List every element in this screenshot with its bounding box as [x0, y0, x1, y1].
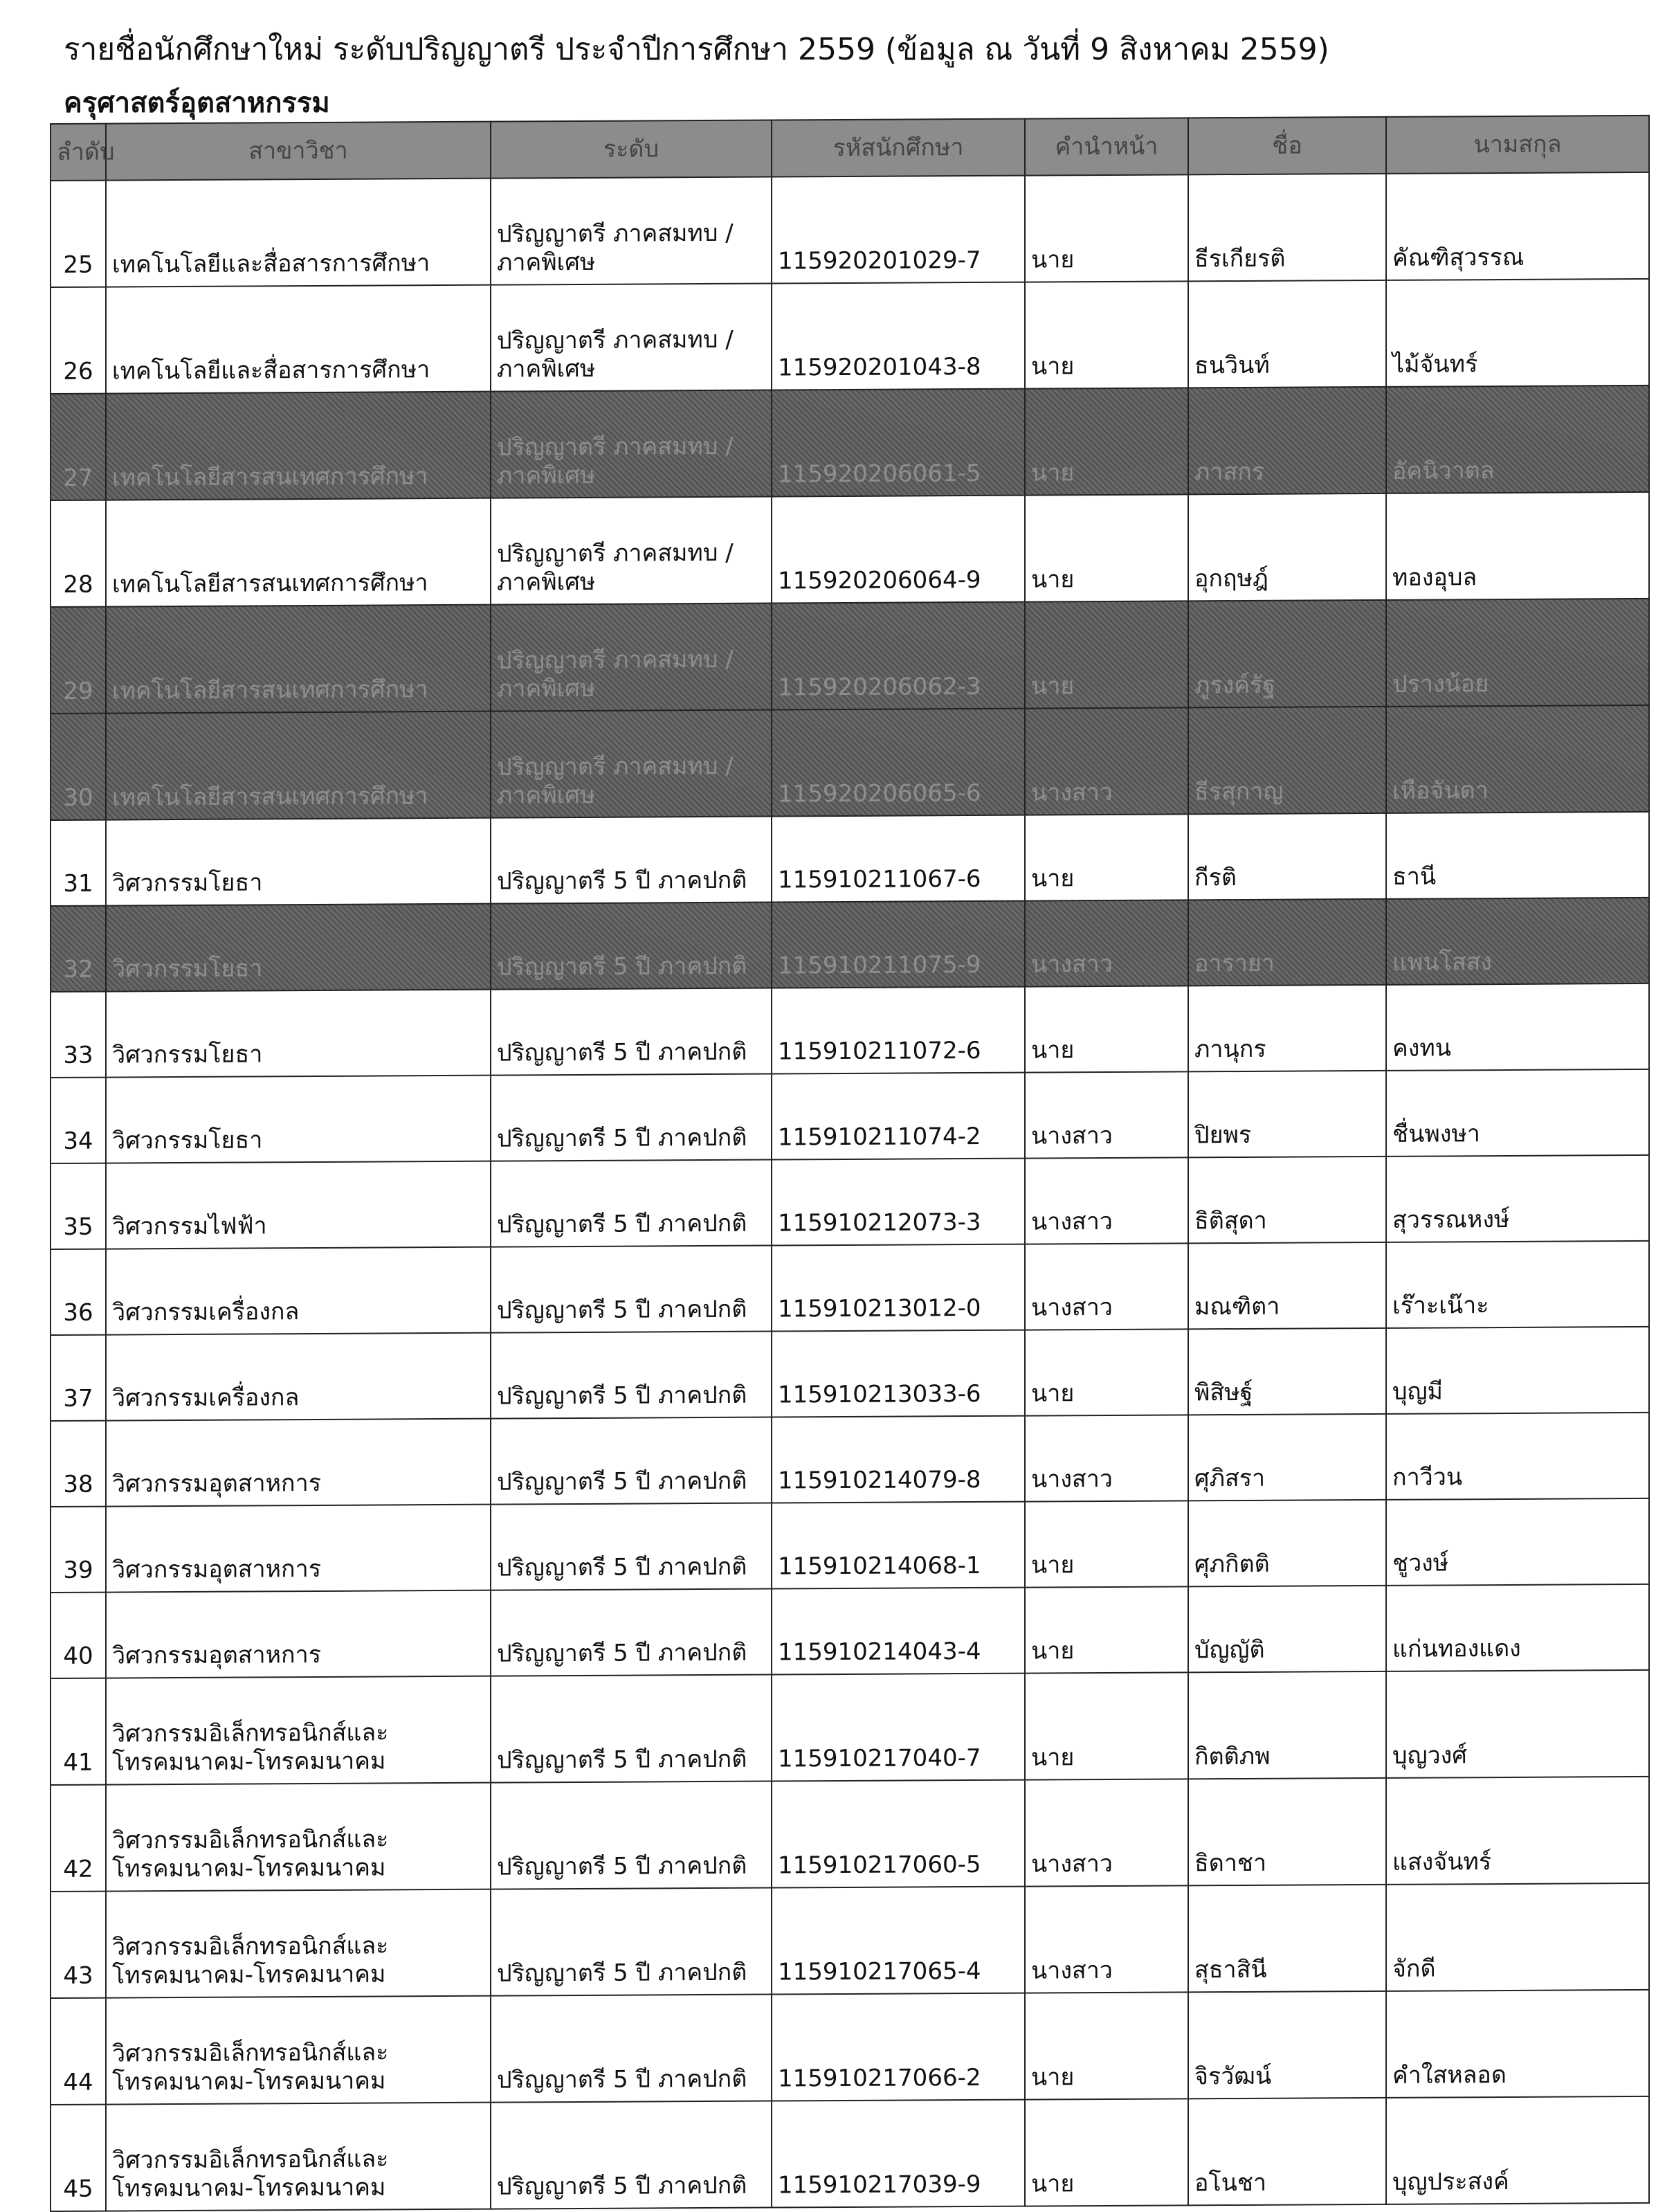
- cell-major-line: วิศวกรรมโยธา: [112, 869, 263, 898]
- cell-no: 37: [51, 1335, 106, 1421]
- cell-major: [106, 392, 491, 500]
- cell-level: [491, 1589, 772, 1676]
- cell-student-id: 115910214079-8: [772, 1416, 1025, 1503]
- cell-level-line: ภาคพิเศษ: [497, 568, 596, 597]
- cell-level-line: ปริญญาตรี 5 ปี ภาคปกติ: [497, 1552, 747, 1582]
- table-row: [51, 1155, 1649, 1249]
- cell-major: [106, 498, 491, 607]
- table-body: [51, 172, 1649, 2211]
- cell-level-line: ปริญญาตรี 5 ปี ภาคปกติ: [497, 1037, 747, 1067]
- cell-level: [491, 1782, 772, 1889]
- cell-level: [491, 284, 772, 392]
- cell-level: [491, 1332, 772, 1419]
- cell-prefix: นาย: [1025, 1672, 1188, 1779]
- cell-level-line: ปริญญาตรี ภาคสมทบ /: [497, 433, 734, 462]
- cell-no: 30: [51, 714, 106, 820]
- cell-level-line: ปริญญาตรี ภาคสมทบ /: [497, 752, 734, 782]
- cell-last-name: ปรางน้อย: [1386, 599, 1649, 707]
- cell-level-line: ภาคพิเศษ: [497, 675, 596, 703]
- cell-level-line: ปริญญาตรี 5 ปี ภาคปกติ: [497, 866, 747, 896]
- cell-student-id: 115920206062-3: [772, 602, 1025, 710]
- student-roster-table: [50, 115, 1650, 2212]
- cell-level: [491, 2101, 772, 2209]
- cell-last-name: จักดี: [1386, 1883, 1649, 1991]
- cell-major-line: วิศวกรรมอุตสาหการ: [112, 1555, 321, 1584]
- cell-level: [491, 1503, 772, 1590]
- cell-major-line: วิศวกรรมอิเล็กทรอนิกส์และ: [112, 1719, 389, 1748]
- header-prefix: คำนำหน้า: [1025, 118, 1188, 175]
- cell-level-line: ปริญญาตรี ภาคสมทบ /: [497, 326, 734, 356]
- cell-last-name: แสงจันทร์: [1386, 1777, 1649, 1885]
- table-row: [51, 1413, 1649, 1507]
- cell-level: [491, 988, 772, 1076]
- cell-major-line: วิศวกรรมอุตสาหการ: [112, 1469, 321, 1498]
- cell-level-line: ปริญญาตรี ภาคสมทบ /: [497, 539, 734, 569]
- cell-last-name: เหือจันดา: [1386, 705, 1649, 813]
- cell-student-id: 115910211072-6: [772, 987, 1025, 1074]
- cell-student-id: 115910217040-7: [772, 1674, 1025, 1782]
- table-row: [51, 599, 1649, 714]
- cell-level-line: ปริญญาตรี 5 ปี ภาคปกติ: [497, 1123, 747, 1153]
- cell-prefix: นางสาว: [1025, 1885, 1188, 1993]
- cell-last-name: กาวีวน: [1386, 1413, 1649, 1500]
- cell-level-line: ปริญญาตรี 5 ปี ภาคปกติ: [497, 1295, 747, 1325]
- cell-last-name: แพนโสสง: [1386, 898, 1649, 985]
- cell-major-line: เทคโนโลยีสารสนเทศการศึกษา: [112, 462, 428, 492]
- table-row: [51, 1883, 1649, 1998]
- cell-major: [106, 605, 491, 714]
- cell-level-line: ปริญญาตรี 5 ปี ภาคปกติ: [497, 2171, 747, 2201]
- cell-no: 28: [51, 500, 106, 607]
- cell-student-id: 115910212073-3: [772, 1159, 1025, 1246]
- cell-prefix: นางสาว: [1025, 1071, 1188, 1158]
- cell-major-line: วิศวกรรมโยธา: [112, 954, 263, 983]
- cell-no: 25: [51, 181, 106, 287]
- cell-major-line: โทรคมนาคม-โทรคมนาคม: [112, 1853, 386, 1883]
- cell-first-name: อุกฤษฎ์: [1188, 493, 1386, 601]
- cell-prefix: นางสาว: [1025, 1415, 1188, 1501]
- cell-last-name: คงทน: [1386, 983, 1649, 1071]
- cell-prefix: นาย: [1025, 601, 1188, 708]
- cell-prefix: นาย: [1025, 1992, 1188, 2099]
- cell-first-name: กิตติภพ: [1188, 1671, 1386, 1779]
- cell-level-line: ปริญญาตรี 5 ปี ภาคปกติ: [497, 1851, 747, 1881]
- header-major: สาขาวิชา: [106, 122, 491, 181]
- cell-level: [491, 390, 772, 498]
- cell-major-line: วิศวกรรมเครื่องกล: [112, 1384, 300, 1413]
- table-row: [51, 1990, 1649, 2105]
- header-first-name: ชื่อ: [1188, 117, 1386, 174]
- cell-level: [491, 1417, 772, 1505]
- cell-first-name: อารายา: [1188, 899, 1386, 986]
- cell-prefix: นาย: [1025, 2098, 1188, 2206]
- cell-level-line: ปริญญาตรี 5 ปี ภาคปกติ: [497, 1958, 747, 1988]
- cell-prefix: นางสาว: [1025, 1779, 1188, 1886]
- cell-no: 31: [51, 820, 106, 906]
- cell-first-name: มณฑิตา: [1188, 1242, 1386, 1329]
- faculty-heading: ครุศาสตร์อุตสาหกรรม: [64, 87, 330, 119]
- cell-no: 27: [51, 394, 106, 500]
- cell-level-line: ปริญญาตรี ภาคสมทบ /: [497, 219, 734, 249]
- cell-level-line: ปริญญาตรี ภาคสมทบ /: [497, 646, 734, 676]
- cell-student-id: 115910213012-0: [772, 1244, 1025, 1332]
- cell-last-name: แก่นทองแดง: [1386, 1584, 1649, 1671]
- cell-prefix: นาย: [1025, 281, 1188, 388]
- cell-student-id: 115920206061-5: [772, 389, 1025, 497]
- cell-major: [106, 1161, 491, 1249]
- cell-first-name: ธิติสุดา: [1188, 1157, 1386, 1243]
- cell-major-line: โทรคมนาคม-โทรคมนาคม: [112, 1960, 386, 1990]
- cell-student-id: 115920206065-6: [772, 709, 1025, 817]
- cell-no: 43: [51, 1892, 106, 1998]
- cell-major-line: วิศวกรรมอิเล็กทรอนิกส์และ: [112, 2038, 389, 2068]
- cell-level-line: ภาคพิเศษ: [497, 781, 596, 810]
- cell-level: [491, 177, 772, 285]
- table-row: [51, 172, 1649, 287]
- cell-major-line: วิศวกรรมโยธา: [112, 1126, 263, 1155]
- cell-no: 39: [51, 1507, 106, 1593]
- cell-first-name: ธีรเกียรติ: [1188, 174, 1386, 281]
- table-row: [51, 1241, 1649, 1335]
- table-row: [51, 1327, 1649, 1421]
- cell-last-name: อัคนิวาตล: [1386, 386, 1649, 493]
- cell-major: [106, 1247, 491, 1335]
- cell-level: [491, 1995, 772, 2103]
- cell-prefix: นางสาว: [1025, 1243, 1188, 1330]
- cell-no: 41: [51, 1678, 106, 1785]
- cell-no: 40: [51, 1593, 106, 1678]
- cell-level-line: ปริญญาตรี 5 ปี ภาคปกติ: [497, 1381, 747, 1411]
- cell-major: [106, 2103, 491, 2211]
- cell-major-line: วิศวกรรมอุตสาหการ: [112, 1641, 321, 1670]
- cell-level: [491, 1888, 772, 1996]
- cell-first-name: ธิดาชา: [1188, 1778, 1386, 1885]
- cell-no: 36: [51, 1249, 106, 1335]
- table-row: [51, 2096, 1649, 2211]
- cell-level-line: ปริญญาตรี 5 ปี ภาคปกติ: [497, 2065, 747, 2094]
- cell-prefix: นาย: [1025, 388, 1188, 495]
- cell-major: [106, 1333, 491, 1421]
- cell-no: 35: [51, 1163, 106, 1249]
- cell-no: 34: [51, 1078, 106, 1163]
- cell-last-name: ธานี: [1386, 812, 1649, 899]
- cell-first-name: สุธาสินี: [1188, 1885, 1386, 1992]
- cell-student-id: 115910211075-9: [772, 901, 1025, 988]
- cell-first-name: อโนชา: [1188, 2098, 1386, 2205]
- cell-student-id: 115910213033-6: [772, 1330, 1025, 1417]
- cell-student-id: 115920206064-9: [772, 496, 1025, 604]
- table-row: [51, 1069, 1649, 1163]
- cell-last-name: ไม้จันทร์: [1386, 279, 1649, 387]
- table-row: [51, 983, 1649, 1078]
- cell-prefix: นาย: [1025, 814, 1188, 900]
- cell-major-line: วิศวกรรมอิเล็กทรอนิกส์และ: [112, 2145, 389, 2175]
- cell-student-id: 115910214043-4: [772, 1588, 1025, 1675]
- cell-last-name: คำใสหลอด: [1386, 1990, 1649, 2098]
- cell-prefix: นาย: [1025, 986, 1188, 1072]
- cell-major-line: โทรคมนาคม-โทรคมนาคม: [112, 2067, 386, 2096]
- cell-student-id: 115910211074-2: [772, 1073, 1025, 1160]
- cell-no: 32: [51, 906, 106, 992]
- cell-last-name: สุวรรณหงษ์: [1386, 1155, 1649, 1242]
- cell-first-name: พิสิษฐ์: [1188, 1328, 1386, 1415]
- table-row: [51, 1498, 1649, 1593]
- cell-major: [106, 179, 491, 287]
- cell-level: [491, 1675, 772, 1783]
- cell-prefix: นางสาว: [1025, 1157, 1188, 1244]
- cell-major-line: วิศวกรรมอิเล็กทรอนิกส์และ: [112, 1932, 389, 1961]
- table-row: [51, 898, 1649, 992]
- cell-no: 42: [51, 1785, 106, 1892]
- cell-no: 33: [51, 992, 106, 1078]
- cell-level-line: ปริญญาตรี 5 ปี ภาคปกติ: [497, 1467, 747, 1496]
- table-row: [51, 279, 1649, 394]
- table-row: [51, 812, 1649, 906]
- cell-prefix: นาย: [1025, 1586, 1188, 1673]
- cell-level: [491, 604, 772, 711]
- cell-student-id: 115910217066-2: [772, 1993, 1025, 2101]
- cell-major: [106, 1590, 491, 1678]
- cell-no: 45: [51, 2105, 106, 2211]
- cell-level-line: ภาคพิเศษ: [497, 248, 596, 277]
- cell-level-line: ปริญญาตรี 5 ปี ภาคปกติ: [497, 1209, 747, 1239]
- cell-level: [491, 1160, 772, 1247]
- header-last-name: นามสกุล: [1386, 116, 1649, 174]
- cell-no: 29: [51, 607, 106, 714]
- cell-major-line: วิศวกรรมไฟฟ้า: [112, 1212, 267, 1241]
- cell-prefix: นาย: [1025, 1329, 1188, 1415]
- cell-student-id: 115910217065-4: [772, 1887, 1025, 1995]
- cell-prefix: นาย: [1025, 174, 1188, 282]
- cell-major-line: เทคโนโลยีสารสนเทศการศึกษา: [112, 676, 428, 705]
- cell-prefix: นางสาว: [1025, 900, 1188, 986]
- cell-level-line: ปริญญาตรี 5 ปี ภาคปกติ: [497, 1638, 747, 1668]
- cell-prefix: นางสาว: [1025, 707, 1188, 815]
- header-no: ลำดับ: [51, 124, 106, 181]
- cell-prefix: นาย: [1025, 1501, 1188, 1587]
- document-title: รายชื่อนักศึกษาใหม่ ระดับปริญญาตรี ประจำปีการศึกษา 2559 (ข้อมูล ณ วันที่ 9 สิงหาคม 2559): [64, 32, 1329, 67]
- cell-major-line: เทคโนโลยีสารสนเทศการศึกษา: [112, 782, 428, 812]
- cell-first-name: ธนวินท์: [1188, 280, 1386, 388]
- cell-last-name: คัณฑิสุวรรณ: [1386, 172, 1649, 280]
- cell-student-id: 115910217039-9: [772, 2100, 1025, 2208]
- cell-last-name: ชูวงษ์: [1386, 1498, 1649, 1586]
- cell-major: [106, 1505, 491, 1593]
- cell-first-name: กีรติ: [1188, 813, 1386, 900]
- table-row: [51, 492, 1649, 607]
- cell-major-line: วิศวกรรมเครื่องกล: [112, 1298, 300, 1327]
- cell-student-id: 115920201029-7: [772, 176, 1025, 284]
- cell-level: [491, 710, 772, 818]
- cell-student-id: 115920201043-8: [772, 282, 1025, 390]
- cell-first-name: ศุภิสรา: [1188, 1414, 1386, 1501]
- cell-last-name: บุญประสงค์: [1386, 2096, 1649, 2204]
- cell-major: [106, 1889, 491, 1998]
- cell-major: [106, 285, 491, 394]
- cell-major-line: เทคโนโลยีสารสนเทศการศึกษา: [112, 569, 428, 599]
- table-row: [51, 1777, 1649, 1892]
- cell-major: [106, 711, 491, 820]
- cell-student-id: 115910217060-5: [772, 1780, 1025, 1888]
- cell-major-line: เทคโนโลยีและสื่อสารการศึกษา: [112, 356, 430, 386]
- cell-first-name: ศุภกิตติ: [1188, 1500, 1386, 1586]
- cell-major: [106, 818, 491, 906]
- cell-major: [106, 1996, 491, 2105]
- cell-first-name: บัญญัติ: [1188, 1586, 1386, 1672]
- cell-major-line: วิศวกรรมอิเล็กทรอนิกส์และ: [112, 1825, 389, 1855]
- cell-level-line: ปริญญาตรี 5 ปี ภาคปกติ: [497, 1745, 747, 1775]
- cell-level: [491, 1246, 772, 1333]
- cell-major: [106, 1419, 491, 1507]
- table-header-row: [51, 116, 1649, 181]
- cell-major: [106, 904, 491, 992]
- cell-level: [491, 497, 772, 605]
- cell-first-name: ปิยพร: [1188, 1071, 1386, 1157]
- table-row: [51, 386, 1649, 500]
- cell-level-line: ภาคพิเศษ: [497, 462, 596, 490]
- cell-major-line: โทรคมนาคม-โทรคมนาคม: [112, 1747, 386, 1777]
- cell-no: 44: [51, 1998, 106, 2105]
- cell-no: 38: [51, 1421, 106, 1507]
- cell-level: [491, 817, 772, 904]
- cell-student-id: 115910214068-1: [772, 1502, 1025, 1589]
- cell-first-name: ภูรงค์รัฐ: [1188, 600, 1386, 707]
- cell-first-name: ภานุกร: [1188, 985, 1386, 1071]
- table-row: [51, 1584, 1649, 1678]
- cell-major: [106, 1076, 491, 1163]
- table-row: [51, 1670, 1649, 1785]
- header-level: ระดับ: [491, 120, 772, 179]
- cell-prefix: นาย: [1025, 494, 1188, 601]
- cell-first-name: ธีรสุกาญ: [1188, 707, 1386, 814]
- cell-last-name: ชื่นพงษา: [1386, 1069, 1649, 1157]
- cell-major: [106, 990, 491, 1078]
- cell-major-line: วิศวกรรมโยธา: [112, 1040, 263, 1069]
- cell-level: [491, 1074, 772, 1161]
- cell-major: [106, 1676, 491, 1785]
- cell-major: [106, 1783, 491, 1892]
- cell-level: [491, 903, 772, 990]
- table-row: [51, 705, 1649, 820]
- cell-last-name: บุญมี: [1386, 1327, 1649, 1414]
- cell-last-name: เร๊าะเน๊าะ: [1386, 1241, 1649, 1328]
- cell-level-line: ปริญญาตรี 5 ปี ภาคปกติ: [497, 952, 747, 981]
- cell-no: 26: [51, 287, 106, 394]
- cell-level-line: ภาคพิเศษ: [497, 355, 596, 383]
- cell-last-name: ทองอุบล: [1386, 492, 1649, 600]
- cell-major-line: โทรคมนาคม-โทรคมนาคม: [112, 2173, 386, 2203]
- cell-student-id: 115910211067-6: [772, 815, 1025, 903]
- header-student-id: รหัสนักศึกษา: [772, 119, 1025, 177]
- cell-first-name: ภาสกร: [1188, 387, 1386, 494]
- cell-first-name: จิรวัฒน์: [1188, 1991, 1386, 2098]
- cell-major-line: เทคโนโลยีและสื่อสารการศึกษา: [112, 249, 430, 279]
- cell-last-name: บุญวงศ์: [1386, 1670, 1649, 1778]
